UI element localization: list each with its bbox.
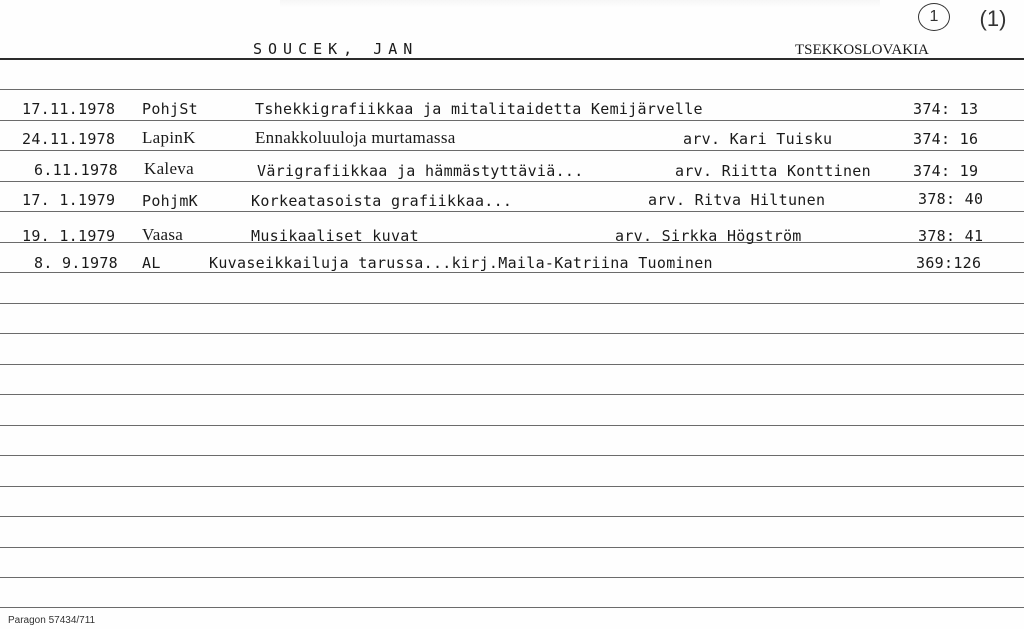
ruled-line bbox=[0, 577, 1024, 578]
ruled-line bbox=[0, 303, 1024, 304]
entry-title: Kuvaseikkailuja tarussa...kirj.Maila-Katriina Tuominen bbox=[209, 254, 713, 272]
entry-reviewer: arv. Sirkka Högström bbox=[615, 227, 802, 245]
entry-reviewer: arv. Kari Tuisku bbox=[683, 130, 833, 148]
entry-source: AL bbox=[142, 254, 161, 272]
ruled-line bbox=[0, 89, 1024, 90]
ruled-line bbox=[0, 547, 1024, 548]
entry-reviewer: arv. Riitta Konttinen bbox=[675, 162, 871, 180]
entry-date: 17.11.1978 bbox=[22, 100, 116, 118]
entry-reference: 378: 41 bbox=[918, 227, 984, 245]
entry-reference: 378: 40 bbox=[918, 190, 984, 208]
ruled-line bbox=[0, 333, 1024, 334]
entry-reference: 374: 16 bbox=[913, 130, 979, 148]
entry-date: 19. 1.1979 bbox=[22, 227, 116, 245]
entry-title: Värigrafiikkaa ja hämmästyttäviä... bbox=[257, 162, 584, 180]
paper-texture bbox=[280, 0, 880, 8]
ruled-line bbox=[0, 364, 1024, 365]
ruled-line bbox=[0, 394, 1024, 395]
ruled-line bbox=[0, 516, 1024, 517]
entry-source: LapinK bbox=[142, 128, 196, 147]
entry-source: Vaasa bbox=[142, 225, 184, 244]
parenthesized-number-mark: (1) bbox=[979, 6, 1007, 31]
circled-number-mark: 1 bbox=[918, 3, 950, 31]
country-label: TSEKKOSLOVAKIA bbox=[795, 42, 929, 58]
entry-title: Ennakkoluuloja murtamassa bbox=[255, 128, 456, 147]
ruled-line bbox=[0, 607, 1024, 608]
artist-name: SOUCEK, JAN bbox=[253, 40, 419, 58]
entry-date: 8. 9.1978 bbox=[34, 254, 118, 272]
entry-source: PohjmK bbox=[142, 192, 198, 210]
entry-title: Korkeatasoista grafiikkaa... bbox=[251, 192, 513, 210]
printer-imprint: Paragon 57434/711 bbox=[8, 615, 96, 626]
entry-reviewer: arv. Ritva Hiltunen bbox=[648, 191, 826, 209]
entry-reference: 374: 13 bbox=[913, 100, 979, 118]
ruled-line bbox=[0, 455, 1024, 456]
ruled-line bbox=[0, 120, 1024, 121]
ruled-line bbox=[0, 150, 1024, 151]
entry-reference: 369:126 bbox=[916, 254, 982, 272]
ruled-line bbox=[0, 272, 1024, 273]
entry-title: Tshekkigrafiikkaa ja mitalitaidetta Kemijärvelle bbox=[255, 100, 703, 118]
ruled-line bbox=[0, 486, 1024, 487]
entry-date: 17. 1.1979 bbox=[22, 191, 116, 209]
ruled-line bbox=[0, 181, 1024, 182]
entry-title: Musikaaliset kuvat bbox=[251, 227, 419, 245]
entry-source: PohjSt bbox=[142, 100, 198, 118]
entry-source: Kaleva bbox=[144, 159, 194, 178]
entry-reference: 374: 19 bbox=[913, 162, 979, 180]
ruled-line bbox=[0, 425, 1024, 426]
entry-date: 24.11.1978 bbox=[22, 130, 116, 148]
ruled-line bbox=[0, 211, 1024, 212]
header-rule bbox=[0, 58, 1024, 60]
entry-date: 6.11.1978 bbox=[34, 161, 118, 179]
